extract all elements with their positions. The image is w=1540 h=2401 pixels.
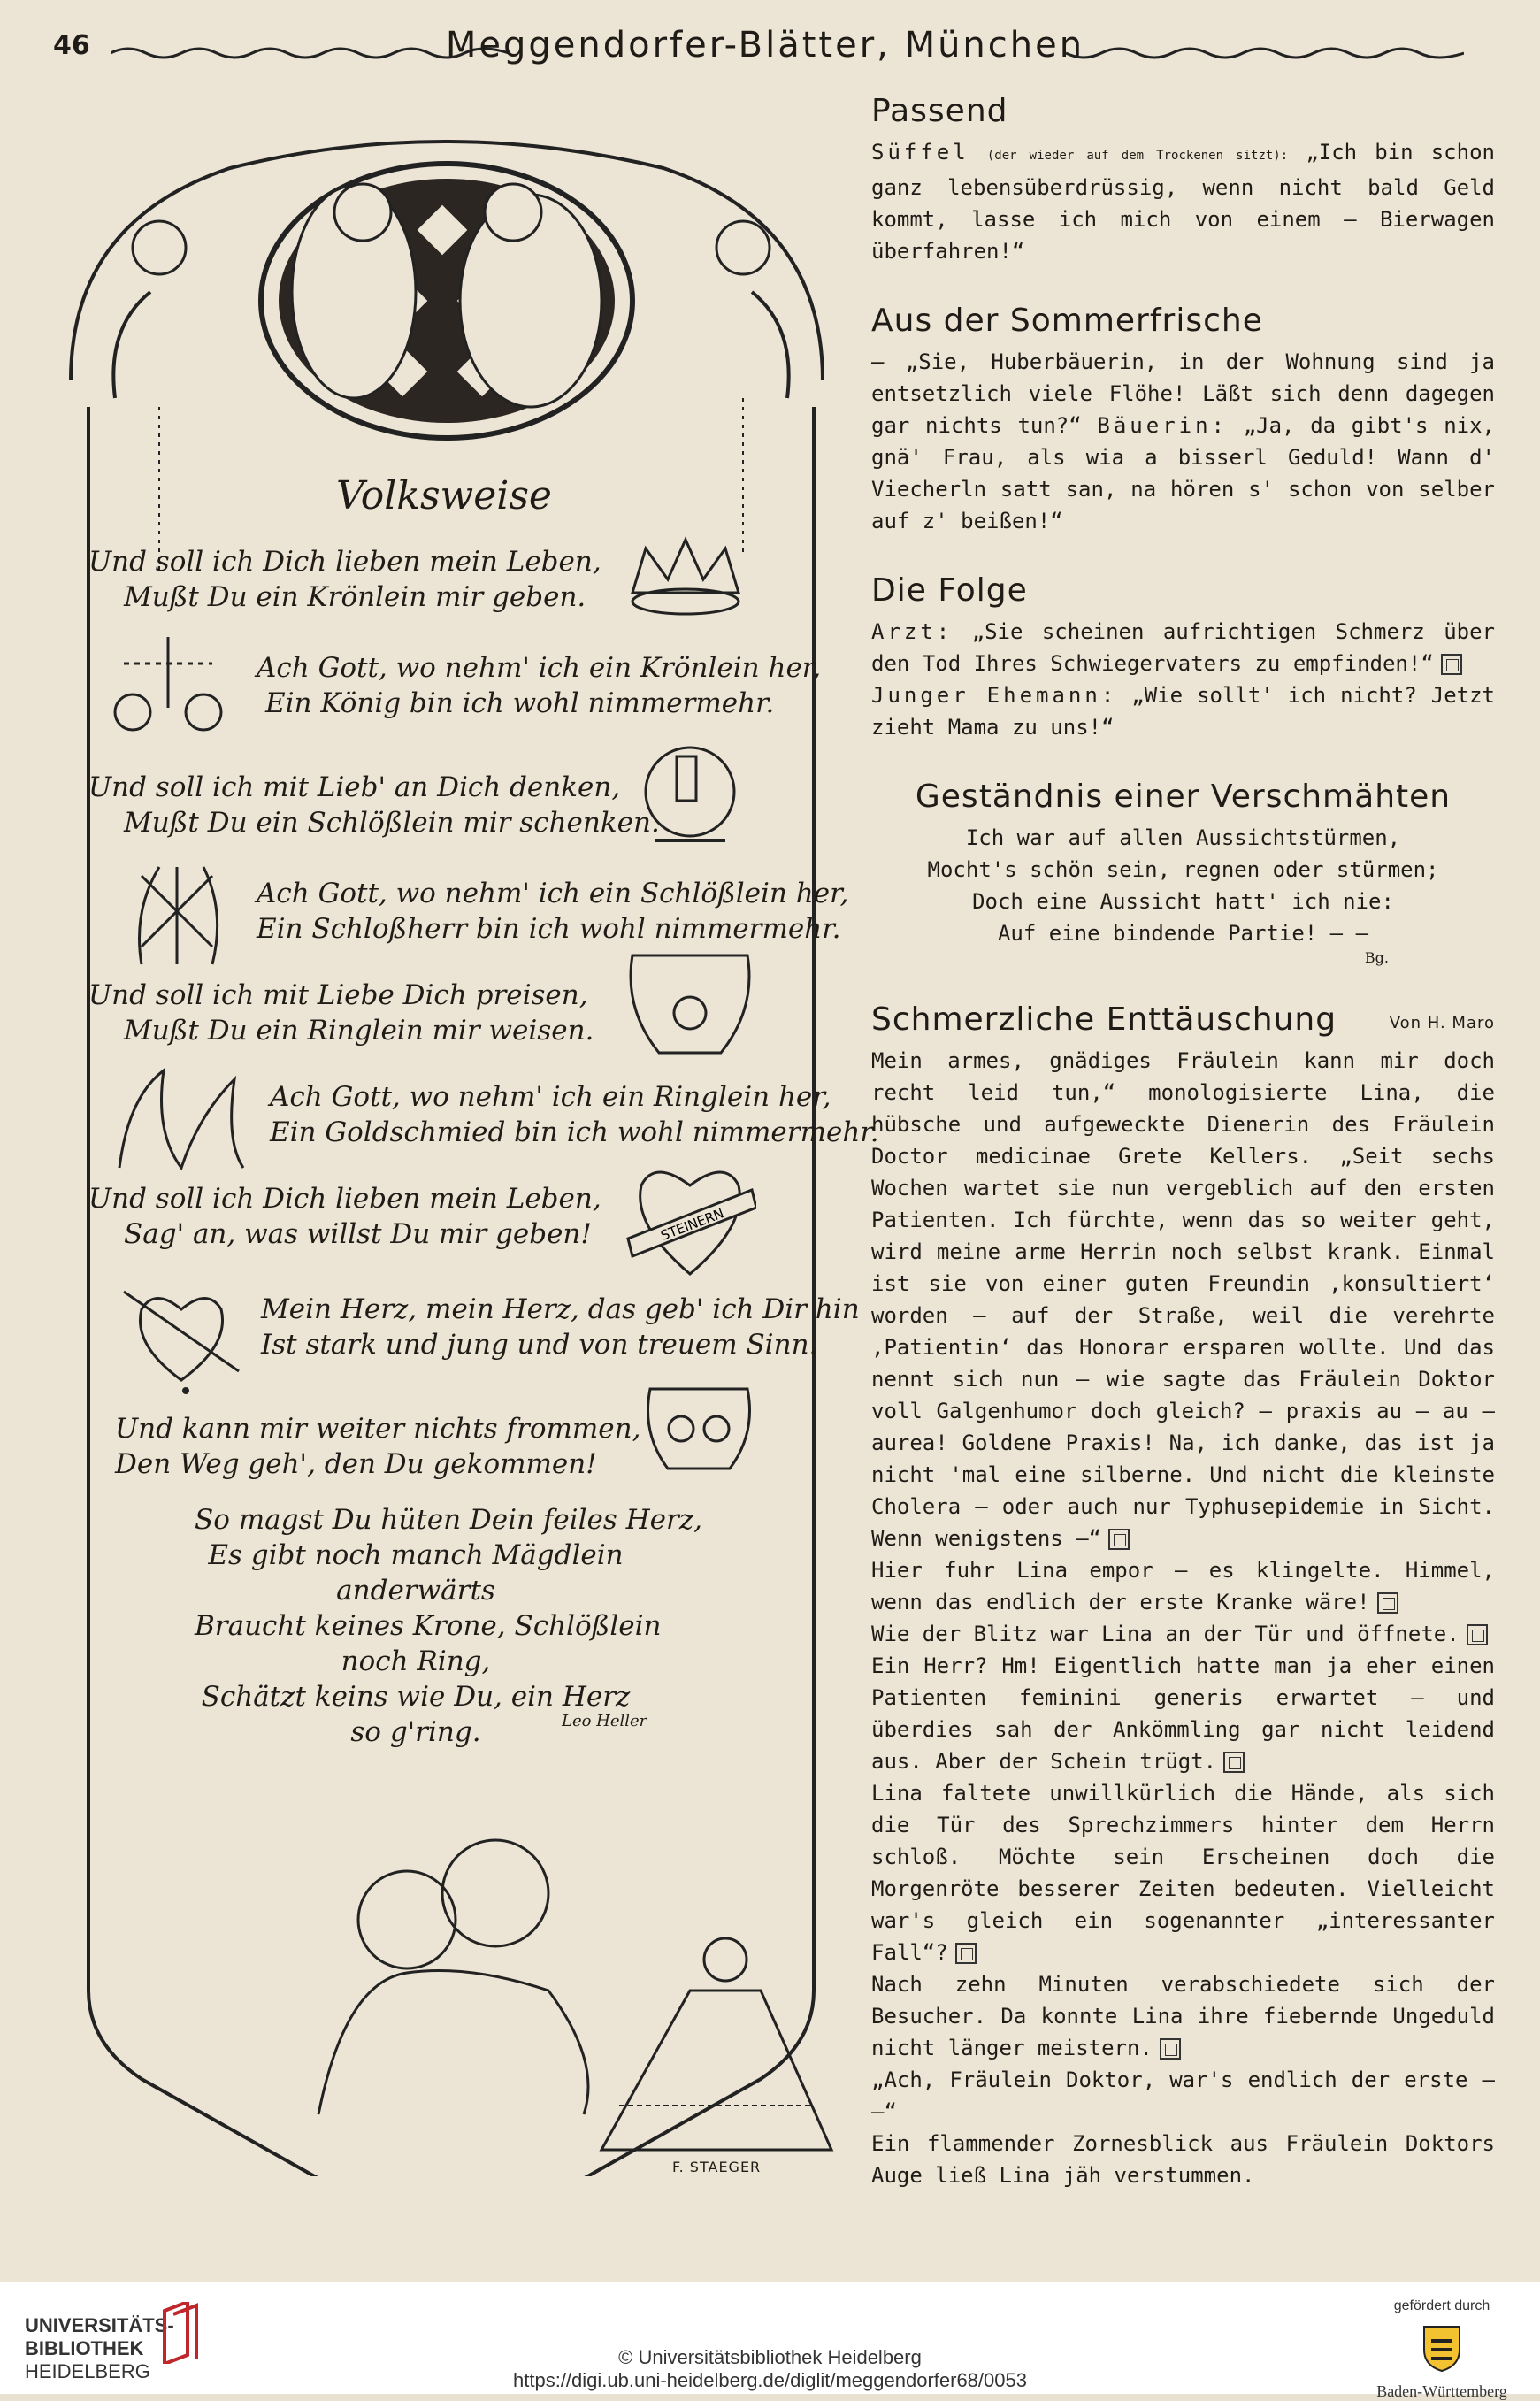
verse-line: Es gibt noch manch Mägdlein xyxy=(208,1539,624,1571)
section-mark-icon xyxy=(1223,1752,1245,1773)
stanza-1 xyxy=(88,544,601,615)
article-title: Die Folge xyxy=(871,572,1028,609)
copyright-notice: © Universitätsbibliothek Heidelberg xyxy=(618,2346,922,2368)
viewer-footer xyxy=(0,2282,1540,2400)
article-paragraph: Wie der Blitz war Lina an der Tür und öffnete. xyxy=(871,1618,1495,1650)
rose-icon xyxy=(97,628,248,743)
artist-signature: F. STAEGER xyxy=(672,2159,762,2175)
verse-line: Mußt Du ein Ringlein mir weisen. xyxy=(124,1015,594,1047)
article-verse: Ich war auf allen Aussichtstürmen, Mocht's schön sein, regnen oder stürmen; Doch eine Aussicht hatt' ich nie: Auf eine bindende Partie! — — xyxy=(927,825,1439,946)
leaves-icon xyxy=(111,1062,252,1177)
verse-line: Ein Schloßherr bin ich wohl nimmermehr. xyxy=(257,913,841,945)
stanza-4 xyxy=(257,876,848,947)
verse-line: Mein Herz, mein Herz, das geb' ich Dir hin xyxy=(261,1293,860,1325)
tree-branches-icon xyxy=(124,858,239,973)
verse-line: Schätzt keins wie Du, ein Herz xyxy=(201,1681,631,1713)
section-mark-icon xyxy=(1441,654,1462,675)
coat-of-arms-icon xyxy=(1415,2320,1468,2373)
article-body: Süffel (der wieder auf dem Trockenen sitzt): „Ich bin schon ganz lebensüberdrüssig, wenn nicht bald Geld kommt, lasse ich mich von einem — Bierwagen überfahren!“ xyxy=(871,140,1495,264)
spiral-icon xyxy=(641,1380,756,1477)
verse-line: noch Ring, xyxy=(341,1645,491,1677)
stanza-9 xyxy=(115,1411,640,1482)
article-title: Geständnis einer Verschmähten xyxy=(915,779,1452,815)
permalink[interactable]: https://digi.ub.uni-heidelberg.de/diglit/meggendorfer68/0053 xyxy=(513,2369,1027,2391)
verse-line: Und kann mir weiter nichts frommen, xyxy=(115,1413,641,1445)
heart-banner-icon xyxy=(624,1154,756,1278)
verse-line: Sag' an, was willst Du mir geben! xyxy=(124,1218,592,1250)
verse-line: Mußt Du ein Krönlein mir geben. xyxy=(124,581,586,613)
page-header xyxy=(49,25,1482,78)
verse-line: Und soll ich mit Lieb' an Dich denken, xyxy=(88,771,621,803)
article-body: Arzt: „Sie scheinen aufrichtigen Schmerz über den Tod Ihres Schwiegervaters zu empfinden!“ Junger Ehemann: „Wie sollt' ich nicht? Jetzt zieht Mama zu uns!“ xyxy=(871,619,1496,740)
article-paragraph: Lina faltete unwillkürlich die Hände, als sich die Tür des Sprechzimmers hinter dem Herrn schloß. Möchte sein Erscheinen doch die Morgenröte besserer Zeiten bedeuten. Vielleicht war's gleich ein sogenannter „interessanter Fall“? xyxy=(871,1781,1495,1965)
section-mark-icon xyxy=(1467,1624,1488,1645)
verse-line: Ist stark und jung und von treuem Sinn. xyxy=(261,1329,818,1361)
article-paragraph: Hier fuhr Lina empor — es klingelte. Himmel, wenn das endlich der erste Kranke wäre! xyxy=(871,1558,1495,1615)
article-body: — „Sie, Huberbäuerin, in der Wohnung sind ja entsetzlich viele Flöhe! Läßt sich denn dagegen gar nichts tun?“ Bäuerin: „Ja, da gibt's nix, gnä' Frau, als wia a bisserl Geduld! Wann d' Viecherln satt san, na hören s' schon von selber auf z' beißen!“ xyxy=(871,349,1495,533)
article-paragraph: Mein armes, gnädiges Fräulein kann mir doch recht leid tun,“ monologisierte Lina, die hübsche und aufgeweckte Dienerin des Fräulein Doctor medicinae Grete Kellers. „Seit sechs Wochen wartet sie nun vergeblich auf den ersten Patienten. Ich fürchte, wenn das so weiter geht, wird meine arme Herrin noch selbst krank. Einmal ist sie von einer guten Freundin ‚konsultiert‘ worden — auf der Straße, weil die verehrte ‚Patientin‘ das Honorar ersparen wollte. Und das nennt sich nun — wie sagte das Fräulein Doktor voll Galgenhumor doch gleich? — praxis au — au — aurea! Goldene Praxis! Na, ich danke, das ist ja nicht 'mal eine silberne. Und nicht die kleinste Cholera — oder auch nur Typhusepidemie in Sicht. Wenn wenigstens —“ xyxy=(871,1048,1495,1551)
verse-line: Und soll ich Dich lieben mein Leben, xyxy=(88,1183,601,1215)
stanza-2 xyxy=(257,650,821,721)
article-sommerfrische xyxy=(871,303,1495,537)
verse-line: Mußt Du ein Schlößlein mir schenken. xyxy=(124,807,660,839)
stanza-3 xyxy=(88,770,660,840)
funder-name: Baden-Württemberg xyxy=(1376,2382,1507,2400)
page-number: 46 xyxy=(53,30,90,61)
poem-panel xyxy=(53,115,879,2176)
verse-line: So magst Du hüten Dein feiles Herz, xyxy=(195,1504,702,1536)
stanza-8 xyxy=(261,1292,860,1362)
article-paragraph: Ein Herr? Hm! Eigentlich hatte man ja eher einen Patienten feminini generis erwartet — und überdies sah der Ankömmling gar nicht leidend aus. Aber der Schein trügt. xyxy=(871,1653,1495,1774)
section-mark-icon xyxy=(1377,1592,1398,1614)
article-paragraph: „Ach, Fräulein Doktor, war's endlich der erste — —“ xyxy=(871,2067,1495,2124)
right-ornament xyxy=(1066,44,1464,62)
pierced-heart-icon xyxy=(115,1274,248,1398)
section-mark-icon xyxy=(1108,1529,1130,1550)
article-passend xyxy=(871,93,1495,267)
article-title: Schmerzliche Enttäuschung Von H. Maro xyxy=(871,1001,1495,1038)
articles-column xyxy=(871,93,1495,2191)
verse-line: Braucht keines Krone, Schlößlein xyxy=(195,1610,662,1642)
article-folge xyxy=(871,572,1495,743)
ring-vase-icon xyxy=(624,947,756,1070)
verse-line: Ein König bin ich wohl nimmermehr. xyxy=(265,687,775,719)
verse-line: so g'ring. xyxy=(350,1716,481,1748)
article-paragraph: Nach zehn Minuten verabschiedete sich der Besucher. Da konnte Lina ihre fiebernde Ungeduld nicht länger meistern. xyxy=(871,1972,1495,2060)
article-title: Aus der Sommerfrische xyxy=(871,303,1263,339)
article-schmerzliche xyxy=(871,1001,1495,2191)
crown-icon xyxy=(619,531,752,628)
heart-banner-text: STEINERN xyxy=(658,1205,726,1244)
funder-block xyxy=(1362,2298,1521,2401)
poem-author: Leo Heller xyxy=(562,1712,647,1730)
verse-line: Ach Gott, wo nehm' ich ein Krönlein her, xyxy=(257,652,822,684)
masthead: Meggendorfer-Blätter, München xyxy=(445,25,1085,65)
stanza-6 xyxy=(270,1079,879,1150)
poem-title: Volksweise xyxy=(336,473,552,518)
library-logo[interactable]: UNIVERSITÄTS- BIBLIOTHEK HEIDELBERG xyxy=(25,2314,174,2382)
byline: Von H. Maro xyxy=(1389,1014,1495,1032)
verse-line: Und soll ich mit Liebe Dich preisen, xyxy=(88,979,588,1011)
stanza-7 xyxy=(88,1181,601,1252)
funded-by-label: gefördert durch xyxy=(1393,2298,1490,2313)
castle-icon xyxy=(637,739,743,854)
article-title: Passend xyxy=(871,93,1008,129)
verse-line: Ach Gott, wo nehm' ich ein Ringlein her, xyxy=(270,1081,831,1113)
verse-line: Ach Gott, wo nehm' ich ein Schlößlein her, xyxy=(257,878,849,909)
article-paragraph: Ein flammender Zornesblick aus Fräulein Doktors Auge ließ Lina jäh verstummen. xyxy=(871,2131,1495,2188)
article-gestaendnis xyxy=(871,779,1495,966)
verse-line: anderwärts xyxy=(336,1575,495,1607)
verse-line: Den Weg geh', den Du gekommen! xyxy=(115,1448,597,1480)
verse-line: Ein Goldschmied bin ich wohl nimmermehr. xyxy=(270,1116,879,1148)
article-signature: Bg. xyxy=(1364,949,1389,966)
section-mark-icon xyxy=(955,1943,977,1964)
section-mark-icon xyxy=(1160,2038,1181,2060)
stanza-5 xyxy=(88,978,594,1048)
verse-line: Und soll ich Dich lieben mein Leben, xyxy=(88,546,601,578)
